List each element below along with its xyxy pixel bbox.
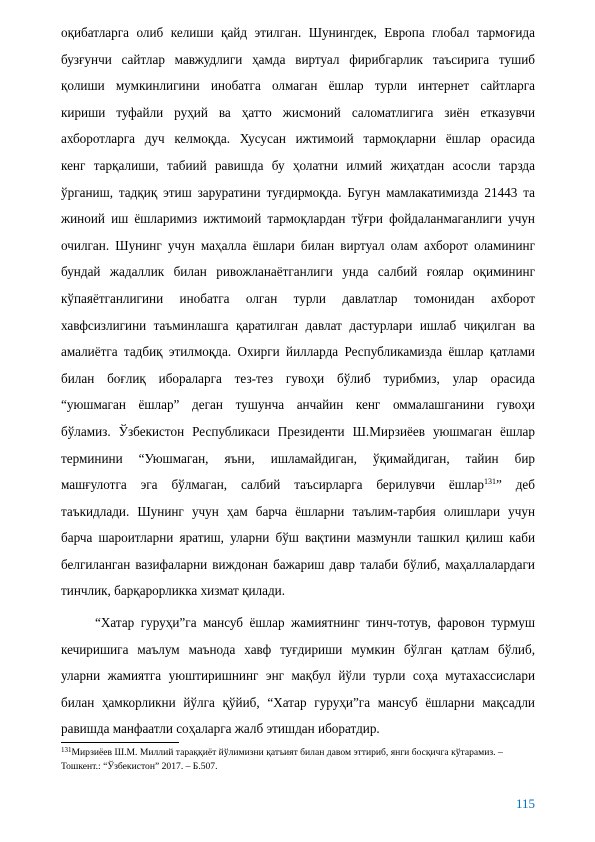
text-line: кенг тарқалиши, табиий равишда бу ҳолатни илмий жиҳатдан асосли тарзда bbox=[61, 157, 535, 173]
text-line: равишда манфаатли соҳаларга жалб этишдан иборатдир. bbox=[61, 721, 380, 737]
paragraph-2 bbox=[61, 610, 535, 743]
text-line-end: ” деб bbox=[495, 477, 535, 493]
text-line: “уюшмаган ёшлар” деган тушунча анчайин кенг оммалашганини гувоҳи bbox=[61, 397, 535, 413]
text-line: барча шароитларни яратиш, уларни бўш вақтини мазмунли ташкил қилиш каби bbox=[61, 530, 535, 546]
text-line: ахборотларга дуч келмоқда. Хусусан ижтимоий тармоқларни ёшлар орасида bbox=[61, 131, 535, 147]
text-line: хавфсизлигини таъминлашга қаратилган давлат дастурлари ишлаб чиқилган ва bbox=[61, 317, 535, 333]
body-text bbox=[61, 20, 535, 743]
text-line: бузғунчи сайтлар мавжудлиги ҳамда виртуал фирибгарлик таъсирига тушиб bbox=[61, 51, 535, 67]
footnote-text-line-1: Мирзиёев Ш.М. Миллий тараққиёт йўлимизни қатъият билан давом эттириб, янги босқичга кўтарамиз. – bbox=[71, 747, 503, 758]
footnote-text-line-2: Тошкент.: “Ўзбекистон” 2017. – Б.507. bbox=[61, 761, 218, 772]
text-line: кўпаяётганлигини инобатга олган турли давлатлар томонидан ахборот bbox=[61, 290, 535, 306]
text-line: билан ҳамкорликни йўлга қўйиб, “Хатар гуруҳи”га мансуб ёшларни мақсадли bbox=[61, 694, 535, 710]
footnote bbox=[61, 746, 535, 774]
text-line: билан боғлиқ ибораларга тез-тез гувоҳи бўлиб турибмиз, улар орасида bbox=[61, 370, 535, 386]
footnote-separator bbox=[61, 742, 179, 743]
text-line: жиноий иш ёшларимиз ижтимоий тармоқлардан тўғри фойдаланмаганлиги учун bbox=[61, 211, 535, 227]
text-line: амалиётга тадбиқ этилмоқда. Охирги йилларда Республикамизда ёшлар қатлами bbox=[61, 344, 535, 360]
text-line: қолиши мумкинлигини инобатга олмаган ёшлар турли интернет сайтларга bbox=[61, 78, 535, 94]
text-line-with-footnote bbox=[61, 472, 535, 499]
text-line: бундай жадаллик билан ривожланаётганлиги унда салбий ғоялар оқимининг bbox=[61, 264, 535, 280]
text-line: “Хатар гуруҳи”га мансуб ёшлар жамиятнинг тинч-тотув, фаровон турмуш bbox=[95, 615, 535, 631]
footnote-reference[interactable]: 131 bbox=[483, 477, 496, 487]
footnote-number: 131 bbox=[61, 746, 72, 754]
text-line: таъкидлади. Шунинг учун ҳам барча ёшларни таълим-тарбия олишлари учун bbox=[61, 503, 535, 519]
text-line: терминини “Уюшмаган, яъни, ишламайдиган, ўқимайдиган, тайин бир bbox=[61, 450, 535, 466]
text-line: тинчлик, барқарорликка хизмат қилади. bbox=[61, 583, 286, 599]
text-line: очилган. Шунинг учун маҳалла ёшлари билан виртуал олам ахборот оламининг bbox=[61, 237, 535, 253]
text-line: уларни жамиятга уюштиришнинг энг мақбул йўли турли соҳа мутахассислари bbox=[61, 668, 535, 684]
text-line: кириши туфайли руҳий ва ҳатто жисмоний саломатлигига зиён етказувчи bbox=[61, 104, 535, 120]
text-line: оқибатларга олиб келиши қайд этилган. Шунингдек, Европа глобал тармоғида bbox=[61, 25, 535, 40]
text-line: кечиришига маълум маънода хавф туғдириши мумкин бўлган қатлам бўлиб, bbox=[61, 641, 535, 657]
paragraph-1 bbox=[61, 20, 535, 605]
text-line-start: машғулотга эга бўлмаган, салбий таъсирларга берилувчи ёшлар bbox=[61, 477, 484, 493]
text-line: бўламиз. Ўзбекистон Республикаси Президенти Ш.Мирзиёев уюшмаган ёшлар bbox=[61, 423, 535, 439]
text-line: белгиланган вазифаларни виждонан бажариш давр талаби бўлиб, маҳаллалардаги bbox=[61, 556, 535, 572]
page-number: 115 bbox=[515, 796, 535, 811]
text-line: ўрганиш, тадқиқ этиш заруратини туғдирмоқда. Бугун мамлакатимизда 21443 та bbox=[61, 184, 535, 200]
